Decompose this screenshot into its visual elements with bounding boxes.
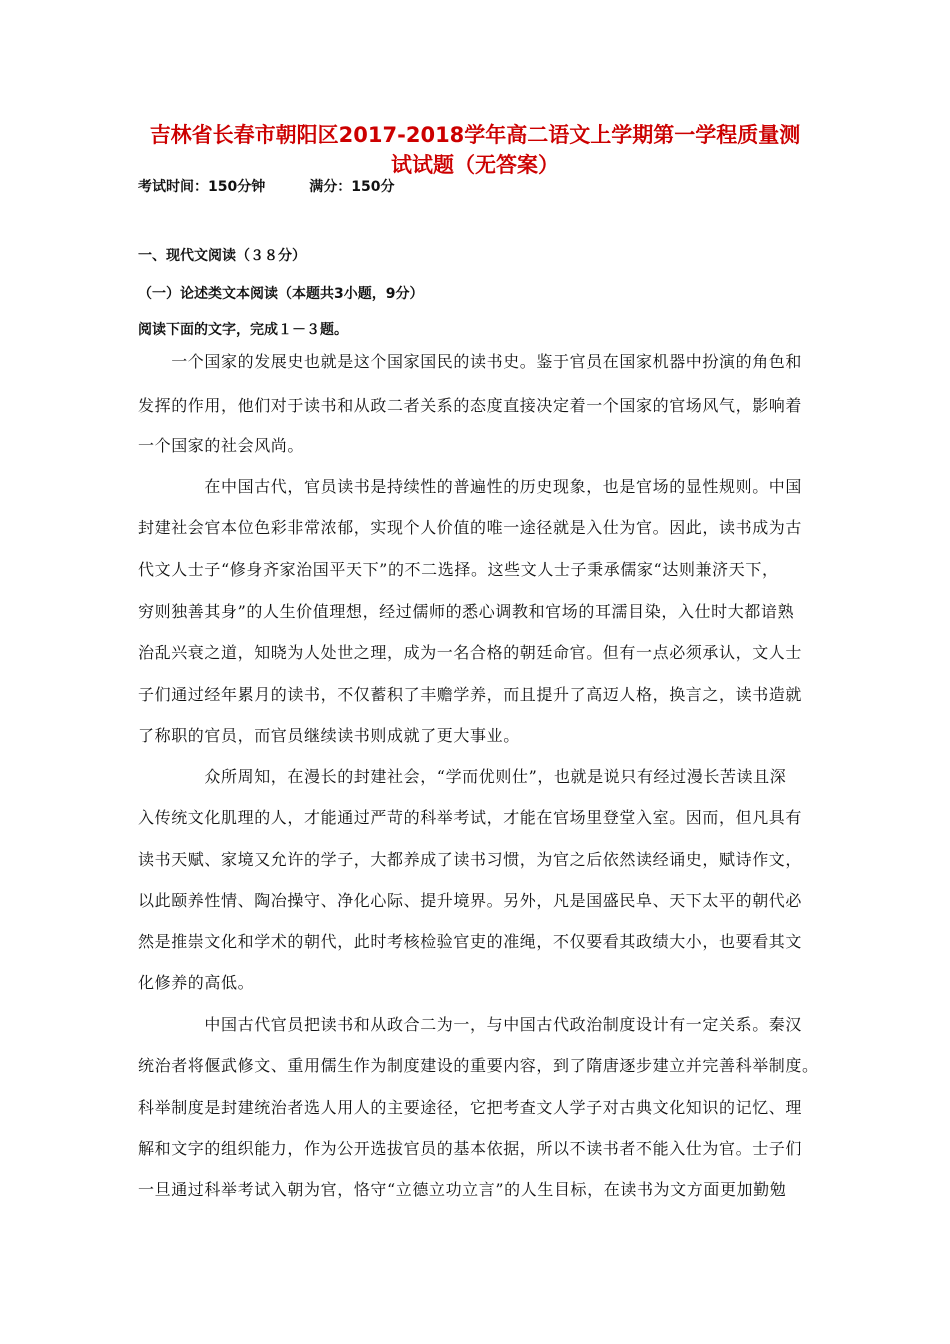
body-text-line: 发挥的作用，他们对于读书和从政二者关系的态度直接决定着一个国家的官场风气，影响着 xyxy=(138,396,803,415)
body-text-line: 一个国家的发展史也就是这个国家国民的读书史。鉴于官员在国家机器中扮演的角色和 xyxy=(138,352,803,371)
exam-score: 满分：150分 xyxy=(309,179,395,195)
body-text-line: 代文人士子“修身齐家治国平天下”的不二选择。这些文人士子秉承儒家“达则兼济天下， xyxy=(138,560,779,579)
section-heading-part1: 一、现代文阅读（３８分） xyxy=(138,248,306,264)
body-text-line: 然是推崇文化和学术的朝代，此时考核检验官吏的准绳，不仅要看其政绩大小，也要看其文 xyxy=(138,932,803,951)
body-text-line: 读书天赋、家境又允许的学子，大都养成了读书习惯，为官之后依然读经诵史，赋诗作文， xyxy=(138,850,803,869)
body-text-line: 子们通过经年累月的读书，不仅蓄积了丰赡学养，而且提升了高迈人格，换言之，读书造就 xyxy=(138,685,803,704)
body-text-line: 以此颐养性情、陶冶操守、净化心际、提升境界。另外，凡是国盛民阜、天下太平的朝代必 xyxy=(138,891,803,910)
body-text-line: 了称职的官员，而官员继续读书则成就了更大事业。 xyxy=(138,726,520,745)
body-text-line: 穷则独善其身”的人生价值理想，经过儒师的悉心调教和官场的耳濡目染，入仕时大都谙熟 xyxy=(138,602,795,621)
reading-instruction: 阅读下面的文字，完成１－３题。 xyxy=(138,322,348,338)
body-text-line: 入传统文化肌理的人，才能通过严苛的科举考试，才能在官场里登堂入室。因而，但凡具有 xyxy=(138,808,803,827)
body-text-line: 在中国古代，官员读书是持续性的普遍性的历史现象，也是官场的显性规则。中国 xyxy=(138,477,803,496)
body-text-line: 科举制度是封建统治者选人用人的主要途径，它把考查文人学子对古典文化知识的记忆、理 xyxy=(138,1098,803,1117)
body-text-line: 化修养的高低。 xyxy=(138,973,255,992)
body-text-line: 众所周知，在漫长的封建社会，“学而优则仕”，也就是说只有经过漫长苦读且深 xyxy=(138,767,787,786)
body-text-line: 封建社会官本位色彩非常浓郁，实现个人价值的唯一途径就是入仕为官。因此，读书成为古 xyxy=(138,518,803,537)
document-title-line-2: 试试题（无答案） xyxy=(391,153,559,177)
body-text-line: 治乱兴衰之道，知晓为人处世之理，成为一名合格的朝廷命官。但有一点必须承认，文人士 xyxy=(138,643,803,662)
exam-time: 考试时间：150分钟 xyxy=(138,179,266,195)
body-text-line: 中国古代官员把读书和从政合二为一，与中国古代政治制度设计有一定关系。秦汉 xyxy=(138,1015,803,1034)
section-heading-part1-sub: （一）论述类文本阅读（本题共3小题，9分） xyxy=(138,286,424,302)
body-text-line: 解和文字的组织能力，作为公开选拔官员的基本依据，所以不读书者不能入仕为官。士子们 xyxy=(138,1139,803,1158)
body-text-line: 一个国家的社会风尚。 xyxy=(138,436,305,455)
exam-meta xyxy=(138,177,394,197)
body-text-line: 统治者将偃武修文、重用儒生作为制度建设的重要内容，到了隋唐逐步建立并完善科举制度。 xyxy=(138,1056,819,1075)
document-title-line-1: 吉林省长春市朝阳区2017-2018学年高二语文上学期第一学程质量测 xyxy=(149,123,801,147)
body-text-line: 一旦通过科举考试入朝为官，恪守“立德立功立言”的人生目标，在读书为文方面更加勤勉 xyxy=(138,1180,787,1199)
